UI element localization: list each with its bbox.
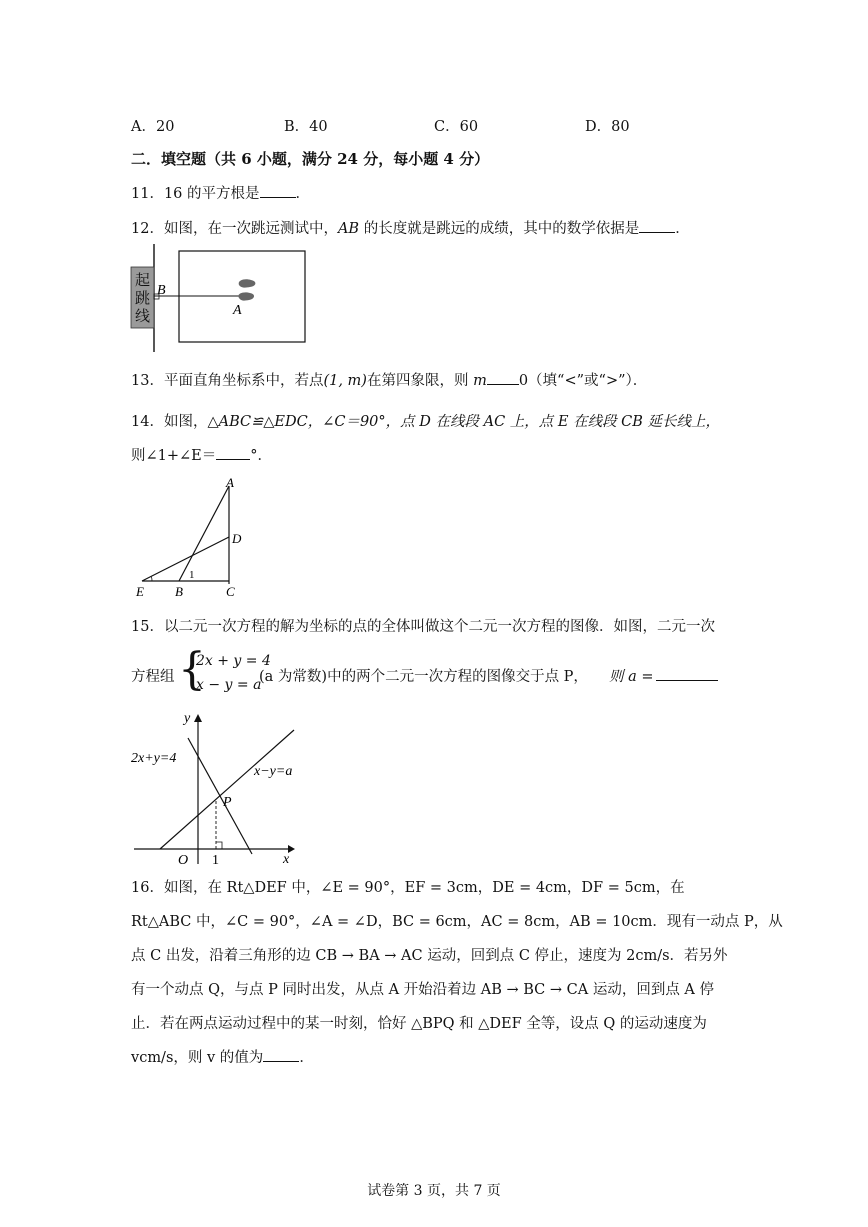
question-16-line-2: Rt△ABC 中，∠C = 90°，∠A = ∠D，BC = 6cm，AC = 8cm，AB = 10cm．现有一动点 P，从 bbox=[131, 914, 783, 930]
coordinate-figure bbox=[128, 708, 300, 868]
choice-a bbox=[131, 115, 174, 136]
label-p: P bbox=[223, 795, 232, 810]
q16-line6-b: ． bbox=[299, 1050, 314, 1066]
board-char-2: 跳 bbox=[134, 291, 151, 307]
side-ab bbox=[179, 486, 229, 581]
question-14-line-1 bbox=[131, 410, 720, 431]
question-16-line-4: 有一个动点 Q，与点 P 同时出发，从点 A 开始沿着边 AB → BC → CA 运动，回到点 A 停 bbox=[131, 982, 715, 998]
choice-value: 80 bbox=[611, 119, 630, 135]
equation-system-label: 方程组 bbox=[131, 669, 175, 685]
question-12 bbox=[131, 217, 690, 238]
triangle-figure bbox=[128, 474, 258, 602]
question-16-line-1: 16．如图，在 Rt△DEF 中，∠E = 90°，EF = 3cm，DE = 4cm，DF = 5cm，在 bbox=[131, 880, 685, 896]
page-footer: 试卷第 3 页，共 7 页 bbox=[367, 1183, 501, 1199]
q12-ab: AB bbox=[337, 221, 360, 237]
q14-line1-a: 14．如图， bbox=[131, 414, 208, 430]
q13-m: m bbox=[473, 373, 487, 389]
label-b: B bbox=[157, 283, 166, 298]
question-16-line-5: 止．若在两点运动过程中的某一时刻，恰好 △BPQ 和 △DEF 全等，设点 Q 的运动速度为 bbox=[131, 1016, 707, 1032]
brace-symbol: { bbox=[178, 644, 206, 695]
answer-blank bbox=[216, 447, 250, 460]
board-char-3: 线 bbox=[134, 309, 151, 325]
q14-line2-b: °． bbox=[250, 448, 273, 464]
y-arrow-icon bbox=[194, 714, 202, 722]
question-16-line-6 bbox=[131, 1046, 314, 1067]
answer-blank bbox=[487, 372, 519, 385]
section-heading: 二．填空题（共 6 小题，满分 24 分，每小题 4 分） bbox=[131, 150, 490, 168]
question-15-line-1: 15．以二元一次方程的解为坐标的点的全体叫做这个二元一次方程的图像．如图，二元一次 bbox=[131, 619, 715, 635]
q12-end: ． bbox=[675, 221, 690, 237]
answer-blank bbox=[263, 1049, 299, 1062]
footprint-icon bbox=[238, 292, 254, 300]
q15-ask bbox=[609, 665, 718, 686]
label-a: A bbox=[233, 303, 242, 318]
question-13 bbox=[131, 369, 647, 390]
side-ed bbox=[142, 537, 229, 581]
choice-letter: C． bbox=[434, 119, 460, 135]
angle-e-arc bbox=[151, 576, 152, 581]
label-c: C bbox=[226, 584, 235, 599]
answer-blank bbox=[260, 185, 296, 198]
label-o: O bbox=[178, 853, 189, 868]
answer-blank bbox=[656, 668, 718, 681]
choice-value: 40 bbox=[309, 119, 328, 135]
long-jump-figure bbox=[125, 240, 315, 355]
equation-2: x − y = a bbox=[196, 677, 262, 693]
q15-ask-text: 则 a = bbox=[609, 669, 654, 685]
board-char-1: 起 bbox=[134, 273, 151, 289]
q14-line2-a: 则∠1+∠E＝ bbox=[131, 448, 217, 464]
right-angle-mark bbox=[216, 842, 222, 849]
q12-text-b: 的长度就是跳远的成绩，其中的数学依据是 bbox=[359, 221, 640, 237]
question-16-line-3: 点 C 出发，沿着三角形的边 CB → BA → AC 运动，回到点 C 停止，速度为 2cm/s．若另外 bbox=[131, 948, 728, 964]
equation-1: 2x + y = 4 bbox=[196, 653, 271, 669]
label-angle-1: 1 bbox=[189, 569, 195, 581]
label-line-2: x−y=a bbox=[254, 764, 293, 779]
choice-d bbox=[585, 115, 630, 136]
choice-b bbox=[284, 115, 328, 136]
choice-letter: B． bbox=[284, 119, 310, 135]
choice-c bbox=[434, 115, 478, 136]
line-x-y-a bbox=[160, 730, 294, 849]
q11-end: ． bbox=[295, 186, 311, 202]
label-a: A bbox=[226, 475, 234, 490]
answer-blank bbox=[639, 220, 675, 233]
choice-letter: D． bbox=[585, 119, 612, 135]
q14-line1-b: △ABC≌△EDC，∠C＝90°，点 D 在线段 AC 上，点 E 在线段 CB 延长线上， bbox=[207, 414, 721, 430]
label-x: x bbox=[283, 852, 290, 867]
label-e: E bbox=[136, 584, 144, 599]
q12-text-a: 12．如图，在一次跳远测试中， bbox=[131, 221, 338, 237]
choice-value: 20 bbox=[155, 119, 175, 135]
label-line-1: 2x+y=4 bbox=[131, 751, 177, 766]
q13-text-b: 在第四象限，则 bbox=[366, 373, 474, 389]
q11-text: 11．16 的平方根是 bbox=[131, 186, 260, 202]
q13-text-c: 0（填“<”或“>”）． bbox=[518, 373, 648, 389]
label-y: y bbox=[184, 711, 191, 726]
q13-text-a: 13．平面直角坐标系中，若点 bbox=[131, 373, 324, 389]
label-d: D bbox=[232, 531, 242, 546]
q13-point: (1, m) bbox=[323, 373, 367, 389]
label-b: B bbox=[175, 584, 183, 599]
q16-line6-a: vcm/s，则 v 的值为 bbox=[131, 1050, 264, 1066]
label-one: 1 bbox=[212, 853, 219, 868]
equation-note: (a 为常数)中的两个二元一次方程的图像交于点 P， bbox=[259, 669, 588, 685]
question-11 bbox=[131, 182, 310, 203]
question-14-line-2 bbox=[131, 444, 272, 465]
footprint-icon bbox=[239, 279, 256, 287]
choice-letter: A． bbox=[131, 119, 156, 135]
choice-value: 60 bbox=[459, 119, 479, 135]
